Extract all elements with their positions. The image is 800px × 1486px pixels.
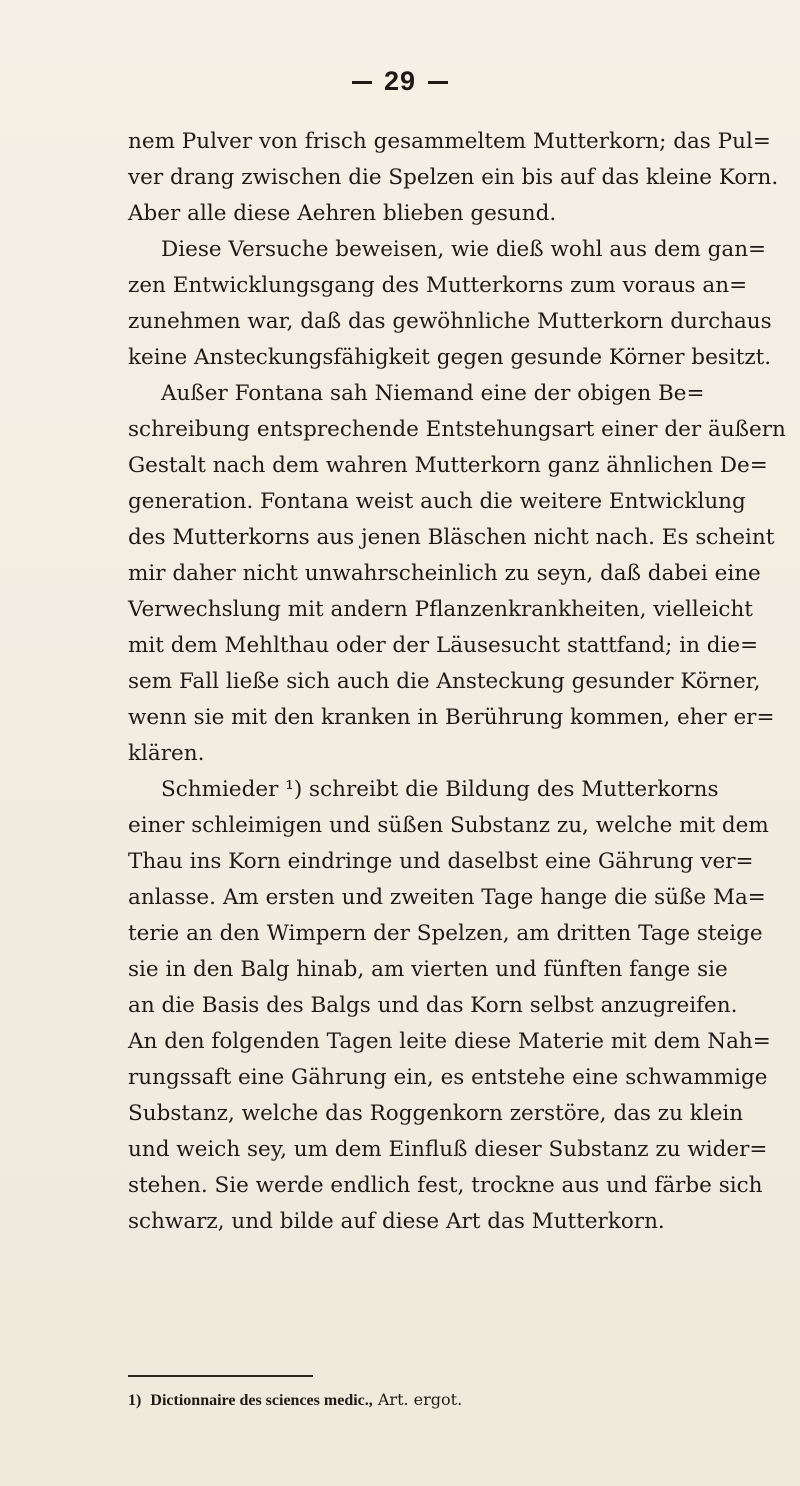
text-line: nem Pulver von frisch gesammeltem Mutterkorn; das Pul= — [128, 129, 771, 154]
text-line: zunehmen war, daß das gewöhnliche Mutterkorn durchaus — [128, 309, 772, 334]
text-line: mir daher nicht unwahrscheinlich zu seyn, daß dabei eine — [128, 561, 761, 586]
text-line: Verwechslung mit andern Pflanzenkrankheiten, vielleicht — [128, 597, 753, 622]
text-line: stehen. Sie werde endlich fest, trockne aus und färbe sich — [128, 1173, 763, 1198]
text-line: An den folgenden Tagen leite diese Materie mit dem Nah= — [128, 1029, 771, 1054]
header-dash-left — [352, 81, 372, 84]
text-line: klären. — [128, 741, 205, 766]
text-line: Diese Versuche beweisen, wie dieß wohl aus dem gan= — [161, 237, 767, 262]
footnote-source: Dictionnaire des sciences medic., — [150, 1392, 373, 1409]
text-line: ver drang zwischen die Spelzen ein bis auf das kleine Korn. — [128, 165, 779, 190]
text-line: zen Entwicklungsgang des Mutterkorns zum voraus an= — [128, 273, 748, 298]
page-number: 29 — [383, 66, 417, 96]
text-line: schwarz, und bilde auf diese Art das Mutterkorn. — [128, 1209, 665, 1234]
body-text — [128, 124, 786, 1240]
footnote-article: Art. ergot. — [377, 1390, 463, 1409]
text-line: rungssaft eine Gährung ein, es entstehe eine schwammige — [128, 1065, 768, 1090]
text-line: Thau ins Korn eindringe und daselbst eine Gährung ver= — [128, 849, 754, 874]
text-line: Außer Fontana sah Niemand eine der obigen Be= — [161, 381, 705, 406]
text-line: Substanz, welche das Roggenkorn zerstöre, das zu klein — [128, 1101, 744, 1126]
page-header — [0, 66, 800, 97]
text-line: einer schleimigen und süßen Substanz zu, welche mit dem — [128, 813, 769, 838]
footnote — [128, 1387, 694, 1414]
text-line: keine Ansteckungsfähigkeit gegen gesunde Körner besitzt. — [128, 345, 772, 370]
text-line: des Mutterkorns aus jenen Bläschen nicht nach. Es scheint — [128, 525, 775, 550]
text-line: Gestalt nach dem wahren Mutterkorn ganz ähnlichen De= — [128, 453, 768, 478]
text-line: an die Basis des Balgs und das Korn selbst anzugreifen. — [128, 993, 738, 1018]
text-line: mit dem Mehlthau oder der Läusesucht stattfand; in die= — [128, 633, 759, 658]
text-line: anlasse. Am ersten und zweiten Tage hange die süße Ma= — [128, 885, 766, 910]
header-dash-right — [428, 81, 448, 84]
text-line: terie an den Wimpern der Spelzen, am dritten Tage steige — [128, 921, 763, 946]
text-line: Aber alle diese Aehren blieben gesund. — [128, 201, 557, 226]
text-line: schreibung entsprechende Entstehungsart einer der äußern — [128, 417, 786, 442]
text-line: Schmieder ¹) schreibt die Bildung des Mutterkorns — [161, 777, 719, 802]
text-line: und weich sey, um dem Einfluß dieser Substanz zu wider= — [128, 1137, 768, 1162]
text-line: sie in den Balg hinab, am vierten und fünften fange sie — [128, 957, 728, 982]
text-line: wenn sie mit den kranken in Berührung kommen, eher er= — [128, 705, 775, 730]
footnote-rule — [128, 1375, 313, 1377]
text-line: generation. Fontana weist auch die weitere Entwicklung — [128, 489, 746, 514]
text-line: sem Fall ließe sich auch die Ansteckung gesunder Körner, — [128, 669, 761, 694]
footnote-marker: 1) — [128, 1392, 142, 1409]
